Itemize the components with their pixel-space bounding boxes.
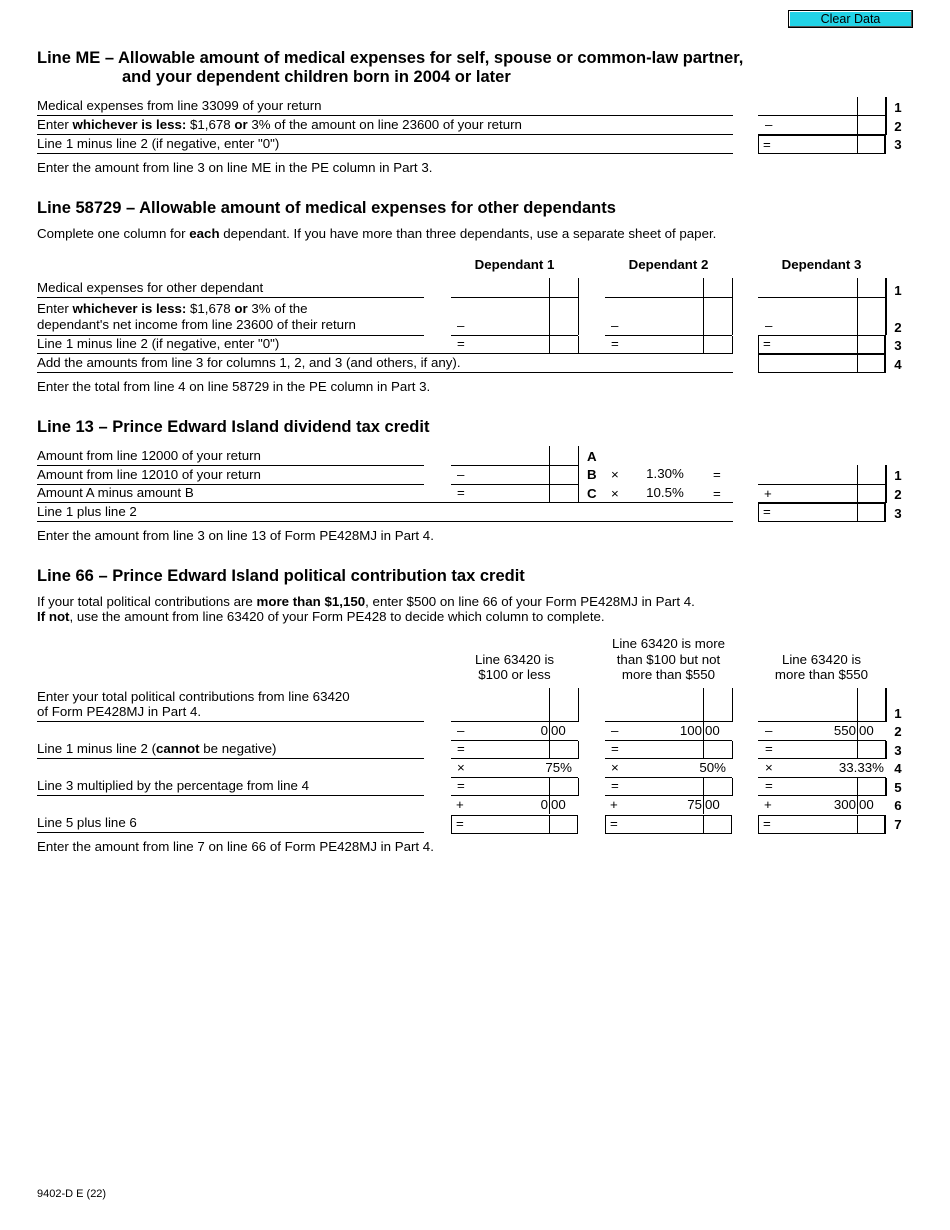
dividend-line1-field[interactable]	[758, 484, 886, 485]
dep-line4-label: Add the amounts from line 3 for columns 1, 2, and 3 (and others, if any).	[37, 355, 461, 370]
pol2-line5-field[interactable]	[605, 795, 732, 796]
dep-row-rule	[37, 353, 733, 354]
pol1-line2-cents: 00	[551, 723, 566, 738]
line-number: 3	[894, 338, 902, 353]
pol1-line3-field[interactable]	[451, 758, 578, 759]
minus-sign: –	[765, 318, 773, 333]
dividend-cents-divider	[549, 446, 550, 503]
minus-sign: –	[765, 117, 773, 132]
dep3-cents-divider	[857, 278, 858, 298]
line-number: 2	[894, 724, 902, 739]
dep2-line1-field[interactable]	[605, 297, 732, 298]
me-row-rule	[37, 134, 733, 135]
times-sign: ×	[611, 760, 619, 775]
equals-sign: =	[763, 816, 771, 831]
line-number: 4	[894, 761, 902, 776]
pol2-cents-divider	[703, 778, 704, 796]
plus-sign: +	[764, 486, 772, 501]
dep1-cents-divider	[549, 336, 550, 354]
pol3-line5-field[interactable]	[758, 795, 886, 796]
pol2-line2-cents: 00	[705, 723, 720, 738]
minus-sign: –	[457, 318, 465, 333]
dividend-field-edge	[578, 446, 579, 503]
equals-sign: =	[763, 336, 771, 351]
dep3-cents-divider	[857, 298, 858, 335]
pol1-line5-field[interactable]	[451, 795, 578, 796]
pol3-line3-field[interactable]	[758, 758, 886, 759]
dep1-line1-field[interactable]	[451, 297, 578, 298]
pol3-field-edge	[885, 778, 887, 796]
pol1-cents-divider	[549, 722, 550, 741]
dividend-line3-field[interactable]	[758, 503, 886, 522]
pol1-field-edge	[578, 778, 579, 796]
pol2-line7-field[interactable]	[605, 815, 732, 834]
dep1-cents-divider	[549, 278, 550, 298]
pol1-cents-divider	[549, 815, 550, 834]
equals-sign: =	[763, 137, 771, 152]
equals-sign: =	[611, 778, 619, 793]
me-cents-divider	[857, 135, 858, 154]
equals-sign: =	[611, 741, 619, 756]
pol2-cents-divider	[703, 796, 704, 814]
pol2-line2-dollars: 100	[679, 723, 702, 738]
dep4-cents-divider	[857, 354, 858, 373]
me-row-rule	[37, 115, 733, 116]
dividend-rate-1: 1.30%	[646, 466, 684, 481]
line-number: 3	[894, 137, 902, 152]
pol3-line2-rule	[758, 740, 886, 741]
pol2-line4-percent: 50%	[699, 760, 726, 775]
equals-sign: =	[457, 336, 465, 351]
equals-sign: =	[713, 486, 721, 501]
dep2-field-edge	[732, 278, 733, 298]
dep-line3-label: Line 1 minus line 2 (if negative, enter "0")	[37, 336, 280, 351]
dividend-result-cents-divider	[857, 503, 858, 522]
dividend-row1-label: Amount from line 12000 of your return	[37, 448, 261, 463]
line-number: 4	[894, 357, 902, 372]
pol3-line2-dollars: 550	[833, 723, 856, 738]
me-line3-label: Line 1 minus line 2 (if negative, enter "0")	[37, 136, 280, 151]
form-code: 9402-D E (22)	[37, 1188, 107, 1200]
me-line3-field[interactable]	[758, 135, 886, 154]
political-col1-header: $100 or less	[478, 667, 551, 682]
pol3-line6-cents: 00	[859, 797, 874, 812]
dep1-cents-divider	[549, 298, 550, 335]
equals-sign: =	[713, 467, 721, 482]
pol3-line2-cents: 00	[859, 723, 874, 738]
section-66-intro-1: If your total political contributions are more than $1,150, enter $500 on line 66 of your Form PE428MJ in Part 4.	[37, 594, 695, 609]
line-number: 2	[894, 119, 902, 134]
dep1-field-edge	[578, 298, 579, 335]
pol2-cents-divider	[703, 722, 704, 741]
section-me-title-1: Line ME – Allowable amount of medical expenses for self, spouse or common-law partner,	[37, 49, 744, 67]
pol3-cents-divider	[857, 741, 858, 759]
pol2-cents-divider	[703, 688, 704, 722]
pol3-cents-divider	[857, 796, 858, 814]
dividend-note: Enter the amount from line 3 on line 13 of Form PE428MJ in Part 4.	[37, 528, 434, 543]
political-row-rule	[37, 832, 424, 833]
dep1-line2-field[interactable]	[451, 335, 578, 336]
dep2-line2-field[interactable]	[605, 335, 732, 336]
dividend-row-rule	[37, 502, 733, 503]
pol2-line6-dollars: 75	[687, 797, 702, 812]
political-col3-header: Line 63420 is	[781, 652, 862, 667]
line-number: 1	[894, 706, 902, 721]
political-col2-header: than $100 but not	[616, 652, 721, 667]
times-sign: ×	[457, 760, 465, 775]
pol2-line6-cents: 00	[705, 797, 720, 812]
pol3-cents-divider	[857, 722, 858, 741]
equals-sign: =	[763, 504, 771, 519]
pol2-line3-field[interactable]	[605, 758, 732, 759]
times-sign: ×	[765, 760, 773, 775]
line-number: 1	[894, 468, 902, 483]
line-number: 1	[894, 283, 902, 298]
equals-sign: =	[456, 816, 464, 831]
pol1-line1-field[interactable]	[451, 721, 578, 722]
pol2-line2-rule	[605, 740, 732, 741]
dividend-a-field[interactable]	[451, 465, 578, 466]
equals-sign: =	[765, 741, 773, 756]
times-sign: ×	[611, 486, 619, 501]
pol1-line4-percent: 75%	[545, 760, 572, 775]
me-line1-label: Medical expenses from line 33099 of your return	[37, 98, 322, 113]
political-row5-label: Line 3 multiplied by the percentage from line 4	[37, 778, 310, 793]
political-row-rule	[37, 721, 424, 722]
pol3-line6-dollars: 300	[833, 797, 856, 812]
equals-sign: =	[457, 778, 465, 793]
political-note: Enter the amount from line 7 on line 66 of Form PE428MJ in Part 4.	[37, 839, 434, 854]
pol3-cents-divider	[857, 688, 858, 722]
dep-row-rule	[37, 297, 424, 298]
amount-a-tag: A	[587, 449, 597, 464]
minus-sign: –	[765, 723, 773, 738]
pol1-line2-rule	[451, 740, 578, 741]
equals-sign: =	[457, 485, 465, 500]
dividend-rate-2: 10.5%	[646, 485, 684, 500]
pol3-line7-field[interactable]	[758, 815, 886, 834]
pol1-line7-field[interactable]	[451, 815, 578, 834]
equals-sign: =	[611, 336, 619, 351]
line-number: 2	[894, 487, 902, 502]
political-row-rule	[37, 795, 424, 796]
dep-line1-label: Medical expenses for other dependant	[37, 280, 264, 295]
line-number: 1	[894, 100, 902, 115]
plus-sign: +	[610, 797, 618, 812]
dep-line2-label-cont: dependant's net income from line 23600 of their return	[37, 317, 356, 332]
dependant-2-header: Dependant 2	[628, 257, 709, 272]
dividend-row-rule	[37, 465, 424, 466]
political-col2-header: more than $550	[621, 667, 716, 682]
political-col2-header: Line 63420 is more	[611, 636, 726, 651]
section-me-title-2: and your dependent children born in 2004 or later	[122, 68, 511, 86]
pol3-cents-divider	[857, 778, 858, 796]
me-note: Enter the amount from line 3 on line ME in the PE column in Part 3.	[37, 160, 433, 175]
political-row-rule	[37, 758, 424, 759]
dep-note: Enter the total from line 4 on line 58729 in the PE column in Part 3.	[37, 379, 431, 394]
minus-sign: –	[457, 467, 465, 482]
pol3-line4-rule	[758, 777, 886, 778]
political-row1-label: Enter your total political contributions from line 63420	[37, 689, 350, 704]
section-66-title: Line 66 – Prince Edward Island political contribution tax credit	[37, 567, 525, 585]
pol2-cents-divider	[703, 741, 704, 759]
section-13-title: Line 13 – Prince Edward Island dividend tax credit	[37, 418, 430, 436]
equals-sign: =	[765, 778, 773, 793]
political-col3-header: more than $550	[774, 667, 869, 682]
me-line2-label: Enter whichever is less: $1,678 or 3% of the amount on line 23600 of your return	[37, 117, 522, 132]
line-number: 3	[894, 506, 902, 521]
dividend-row2-label: Amount from line 12010 of your return	[37, 467, 261, 482]
dep3-field-edge	[885, 278, 887, 298]
pol1-line6-cents: 00	[551, 797, 566, 812]
plus-sign: +	[764, 797, 772, 812]
section-58729-intro: Complete one column for each dependant. If you have more than three dependants, use a separate sheet of paper.	[37, 226, 717, 241]
equals-sign: =	[610, 816, 618, 831]
pol2-field-edge	[732, 688, 733, 722]
pol1-cents-divider	[549, 778, 550, 796]
pol2-cents-divider	[703, 815, 704, 834]
pol2-field-edge	[732, 778, 733, 796]
pol2-field-edge	[732, 741, 733, 759]
pol2-line4-rule	[605, 777, 732, 778]
dep3-cents-divider	[857, 335, 858, 354]
me-field-edge	[885, 116, 887, 135]
plus-sign: +	[456, 797, 464, 812]
minus-sign: –	[611, 318, 619, 333]
pol3-field-edge	[885, 741, 887, 759]
section-58729-title: Line 58729 – Allowable amount of medical expenses for other dependants	[37, 199, 616, 217]
me-row-rule	[37, 153, 733, 154]
pol3-line1-field[interactable]	[758, 721, 886, 722]
pol1-cents-divider	[549, 741, 550, 759]
line-number: 6	[894, 798, 902, 813]
dividend-c-field[interactable]	[451, 502, 578, 503]
dep2-field-edge	[732, 336, 733, 354]
pol1-cents-divider	[549, 796, 550, 814]
amount-c-tag: C	[587, 486, 597, 501]
amount-b-tag: B	[587, 467, 597, 482]
me-field-edge	[885, 97, 887, 116]
section-66-intro-2: If not, use the amount from line 63420 of your Form PE428 to decide which column to complete.	[37, 609, 605, 624]
dep1-field-edge	[578, 336, 579, 354]
dep-line2-label: Enter whichever is less: $1,678 or 3% of the	[37, 301, 308, 316]
clear-data-button[interactable]: Clear Data	[788, 10, 913, 28]
line-number: 3	[894, 743, 902, 758]
pol1-line2-dollars: 0	[540, 723, 548, 738]
dividend-row-rule	[37, 521, 733, 522]
dep3-field-edge	[885, 298, 887, 335]
me-cents-divider	[857, 97, 858, 116]
dependant-3-header: Dependant 3	[781, 257, 862, 272]
pol1-line4-rule	[451, 777, 578, 778]
dividend-row3-label: Amount A minus amount B	[37, 485, 194, 500]
dividend-row4-label: Line 1 plus line 2	[37, 504, 137, 519]
pol1-field-edge	[578, 688, 579, 722]
political-row3-label: Line 1 minus line 2 (cannot be negative)	[37, 741, 277, 756]
line-number: 2	[894, 320, 902, 335]
minus-sign: –	[457, 723, 465, 738]
dep-row-rule	[37, 372, 733, 373]
political-row1-label-cont: of Form PE428MJ in Part 4.	[37, 704, 202, 719]
pol3-field-edge	[885, 688, 887, 722]
me-cents-divider	[857, 116, 858, 135]
pol3-line4-percent: 33.33%	[838, 760, 884, 775]
line-number: 7	[894, 817, 902, 832]
pol1-line6-dollars: 0	[540, 797, 548, 812]
dep1-line3-field[interactable]	[451, 353, 578, 354]
times-sign: ×	[611, 467, 619, 482]
pol1-field-edge	[578, 741, 579, 759]
pol1-cents-divider	[549, 688, 550, 722]
pol3-cents-divider	[857, 815, 858, 834]
dep1-field-edge	[578, 278, 579, 298]
dividend-b-field[interactable]	[451, 484, 578, 485]
dep2-cents-divider	[703, 298, 704, 335]
pol2-line1-field[interactable]	[605, 721, 732, 722]
dep3-line1-field[interactable]	[758, 297, 886, 298]
political-row7-label: Line 5 plus line 6	[37, 815, 137, 830]
dep3-line3-field[interactable]	[758, 335, 886, 354]
minus-sign: –	[611, 723, 619, 738]
dependant-1-header: Dependant 1	[474, 257, 555, 272]
political-col1-header: Line 63420 is	[474, 652, 555, 667]
dep2-cents-divider	[703, 336, 704, 354]
equals-sign: =	[457, 741, 465, 756]
dep2-field-edge	[732, 298, 733, 335]
dep2-cents-divider	[703, 278, 704, 298]
me-field-rule[interactable]	[758, 115, 886, 116]
dep-line4-field[interactable]	[758, 354, 886, 373]
line-number: 5	[894, 780, 902, 795]
